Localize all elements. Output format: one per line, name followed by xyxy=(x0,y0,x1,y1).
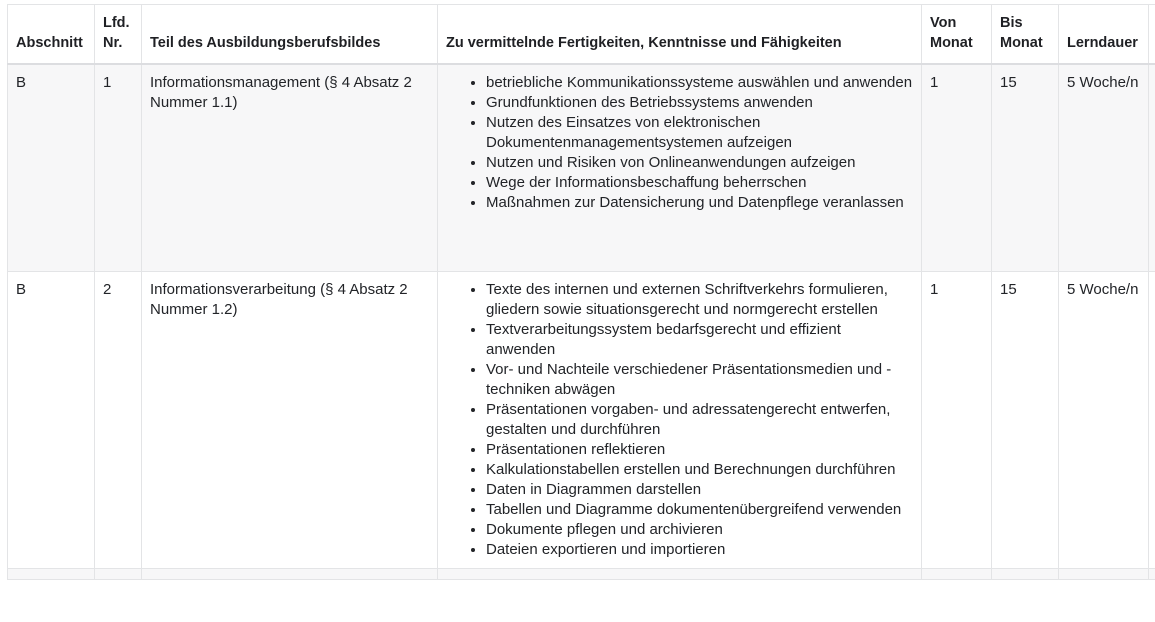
cell-teil: Informationsverarbeitung (§ 4 Absatz 2 Nummer 1.2) xyxy=(142,272,438,569)
cell-abschnitt: B xyxy=(8,64,95,272)
cell-lerndauer xyxy=(1059,569,1149,580)
skills-list xyxy=(446,73,913,213)
cell-lerndauer: 5 Woche/n xyxy=(1059,272,1149,569)
cell-teil: Informationsmanagement (§ 4 Absatz 2 Nummer 1.1) xyxy=(142,64,438,272)
table-header-row xyxy=(8,5,1155,65)
list-item: • Dokumente pflegen und archivieren xyxy=(486,520,913,540)
cell-fertigkeiten xyxy=(438,569,922,580)
cell-filler xyxy=(1149,64,1155,272)
header-abschnitt: Abschnitt xyxy=(8,5,95,65)
list-item: • Präsentationen reflektieren xyxy=(486,440,913,460)
cell-fertigkeiten xyxy=(438,272,922,569)
cell-von-monat: 1 xyxy=(922,64,992,272)
cell-abschnitt xyxy=(8,569,95,580)
cell-lerndauer: 5 Woche/n xyxy=(1059,64,1149,272)
cell-filler xyxy=(1149,569,1155,580)
cell-lfd-nr xyxy=(95,569,142,580)
header-filler xyxy=(1149,5,1155,65)
header-von-monat: Von Monat xyxy=(922,5,992,65)
header-bis-monat: Bis Monat xyxy=(992,5,1059,65)
cell-bis-monat xyxy=(992,569,1059,580)
skills-list xyxy=(446,280,913,560)
cell-fertigkeiten xyxy=(438,64,922,272)
cell-filler xyxy=(1149,272,1155,569)
training-plan-table xyxy=(7,4,1155,580)
cell-lfd-nr: 2 xyxy=(95,272,142,569)
header-lerndauer: Lerndauer xyxy=(1059,5,1149,65)
header-teil: Teil des Ausbildungsberufsbildes xyxy=(142,5,438,65)
cell-von-monat xyxy=(922,569,992,580)
list-item: • Präsentationen vorgaben- und adressatengerecht entwerfen, gestalten und durchführen xyxy=(486,400,913,440)
list-item: • Nutzen und Risiken von Onlineanwendungen aufzeigen xyxy=(486,153,913,173)
cell-bis-monat: 15 xyxy=(992,64,1059,272)
header-fertigkeiten: Zu vermittelnde Fertigkeiten, Kenntnisse und Fähigkeiten xyxy=(438,5,922,65)
cell-von-monat: 1 xyxy=(922,272,992,569)
list-item: • Vor- und Nachteile verschiedener Präsentationsmedien und -techniken abwägen xyxy=(486,360,913,400)
list-item: • Textverarbeitungssystem bedarfsgerecht und effizient anwenden xyxy=(486,320,913,360)
cell-lfd-nr: 1 xyxy=(95,64,142,272)
training-plan-table-container xyxy=(7,4,1155,580)
list-item: • Nutzen des Einsatzes von elektronischen Dokumentenmanagementsystemen aufzeigen xyxy=(486,113,913,153)
table-row xyxy=(8,64,1155,272)
list-item: • Dateien exportieren und importieren xyxy=(486,540,913,560)
list-item: • Daten in Diagrammen darstellen xyxy=(486,480,913,500)
list-item: • Maßnahmen zur Datensicherung und Datenpflege veranlassen xyxy=(486,193,913,213)
table-row xyxy=(8,272,1155,569)
list-item: • Texte des internen und externen Schriftverkehrs formulieren, gliedern sowie situationsgerecht und normgerecht erstellen xyxy=(486,280,913,320)
list-item: • betriebliche Kommunikationssysteme auswählen und anwenden xyxy=(486,73,913,93)
list-item: • Wege der Informationsbeschaffung beherrschen xyxy=(486,173,913,193)
header-lfd-nr: Lfd. Nr. xyxy=(95,5,142,65)
cell-bis-monat: 15 xyxy=(992,272,1059,569)
list-item: • Tabellen und Diagramme dokumentenübergreifend verwenden xyxy=(486,500,913,520)
list-item: • Grundfunktionen des Betriebssystems anwenden xyxy=(486,93,913,113)
list-item: • Kalkulationstabellen erstellen und Berechnungen durchführen xyxy=(486,460,913,480)
table-row xyxy=(8,569,1155,580)
cell-teil xyxy=(142,569,438,580)
cell-abschnitt: B xyxy=(8,272,95,569)
